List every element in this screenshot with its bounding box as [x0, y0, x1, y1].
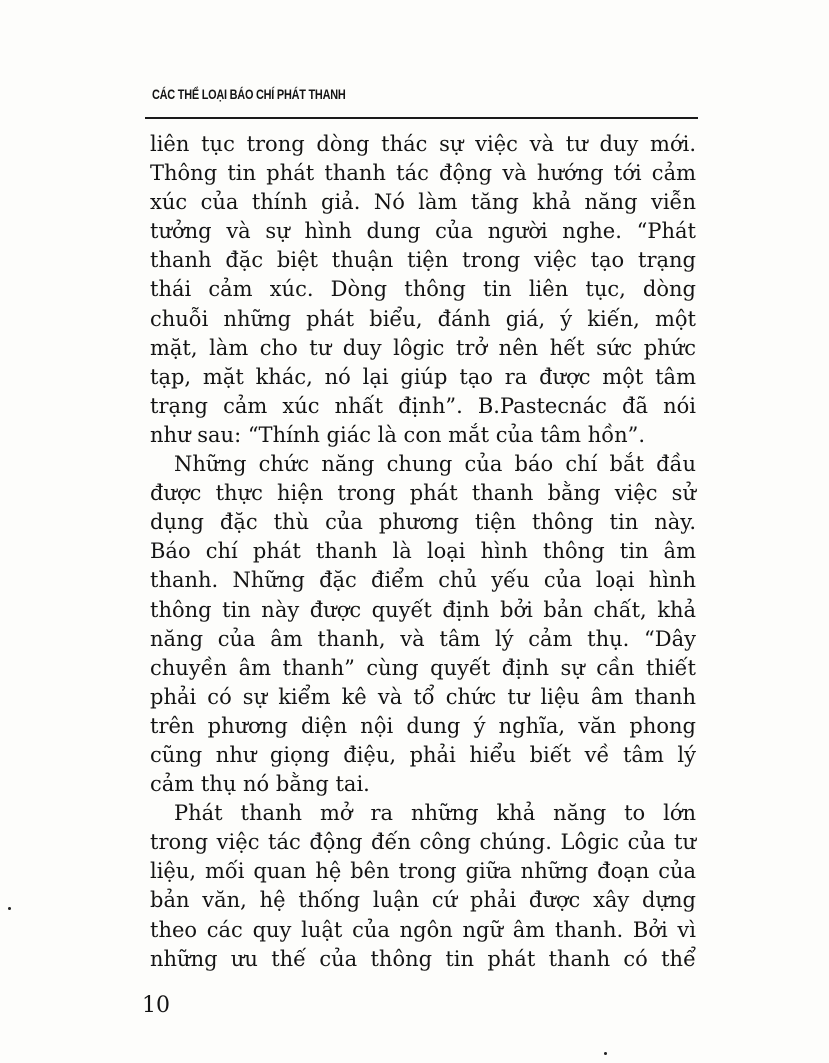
text-line: thanh. Những đặc điểm chủ yếu của loại hình — [150, 568, 696, 593]
text-line: tạp, mặt khác, nó lại giúp tạo ra được một tâm — [150, 364, 696, 389]
paragraph-start: Những chức năng chung của báo chí bắt đầu — [174, 452, 696, 477]
text-line: chuỗi những phát biểu, đánh giá, ý kiến, một — [150, 306, 696, 331]
text-line: bản văn, hệ thống luận cứ phải được xây dựng — [150, 888, 696, 913]
text-line: thông tin này được quyết định bởi bản chất, khả — [150, 597, 696, 622]
text-line: thanh đặc biệt thuận tiện trong việc tạo trạng — [150, 248, 696, 273]
scan-speck — [604, 1052, 607, 1055]
text-line: những ưu thế của thông tin phát thanh có thể — [150, 946, 696, 971]
text-line: tưởng và sự hình dung của người nghe. “Phát — [150, 219, 696, 244]
paragraph-start: Phát thanh mở ra những khả năng to lớn — [174, 801, 696, 826]
text-line: Báo chí phát thanh là loại hình thông tin âm — [150, 539, 696, 564]
text-line: được thực hiện trong phát thanh bằng việc sử — [150, 481, 696, 506]
text-line: trong việc tác động đến công chúng. Lôgic của tư — [150, 830, 696, 855]
text-line: cũng như giọng điệu, phải hiểu biết về tâm lý — [150, 742, 696, 767]
text-line: thái cảm xúc. Dòng thông tin liên tục, dòng — [150, 277, 696, 302]
text-line: chuyền âm thanh” cùng quyết định sự cần thiết — [150, 655, 696, 680]
text-line: trạng cảm xúc nhất định”. B.Pastecnác đã nói — [150, 393, 696, 418]
text-line: theo các quy luật của ngôn ngữ âm thanh. Bởi vì — [150, 917, 696, 942]
text-line: trên phương diện nội dung ý nghĩa, văn phong — [150, 713, 696, 738]
scan-speck — [8, 907, 11, 910]
text-line: phải có sự kiểm kê và tổ chức tư liệu âm thanh — [150, 684, 696, 709]
text-line: dụng đặc thù của phương tiện thông tin này. — [150, 510, 696, 535]
text-line: xúc của thính giả. Nó làm tăng khả năng viễn — [150, 190, 696, 215]
header-rule — [145, 117, 698, 119]
text-line: cảm thụ nó bằng tai. — [150, 772, 370, 797]
text-line: liên tục trong dòng thác sự việc và tư duy mới. — [150, 132, 696, 156]
text-line: năng của âm thanh, và tâm lý cảm thụ. “Dây — [150, 626, 696, 651]
running-head: CÁC THỂ LOẠI BÁO CHÍ PHÁT THANH — [152, 86, 346, 102]
text-line: mặt, làm cho tư duy lôgic trở nên hết sức phức — [150, 335, 696, 360]
text-line: liệu, mối quan hệ bên trong giữa những đoạn của — [150, 859, 696, 884]
text-line: như sau: “Thính giác là con mắt của tâm hồn”. — [150, 422, 646, 447]
page-number: 10 — [142, 993, 170, 1018]
body-text — [150, 130, 696, 974]
text-line: Thông tin phát thanh tác động và hướng tới cảm — [150, 161, 696, 186]
